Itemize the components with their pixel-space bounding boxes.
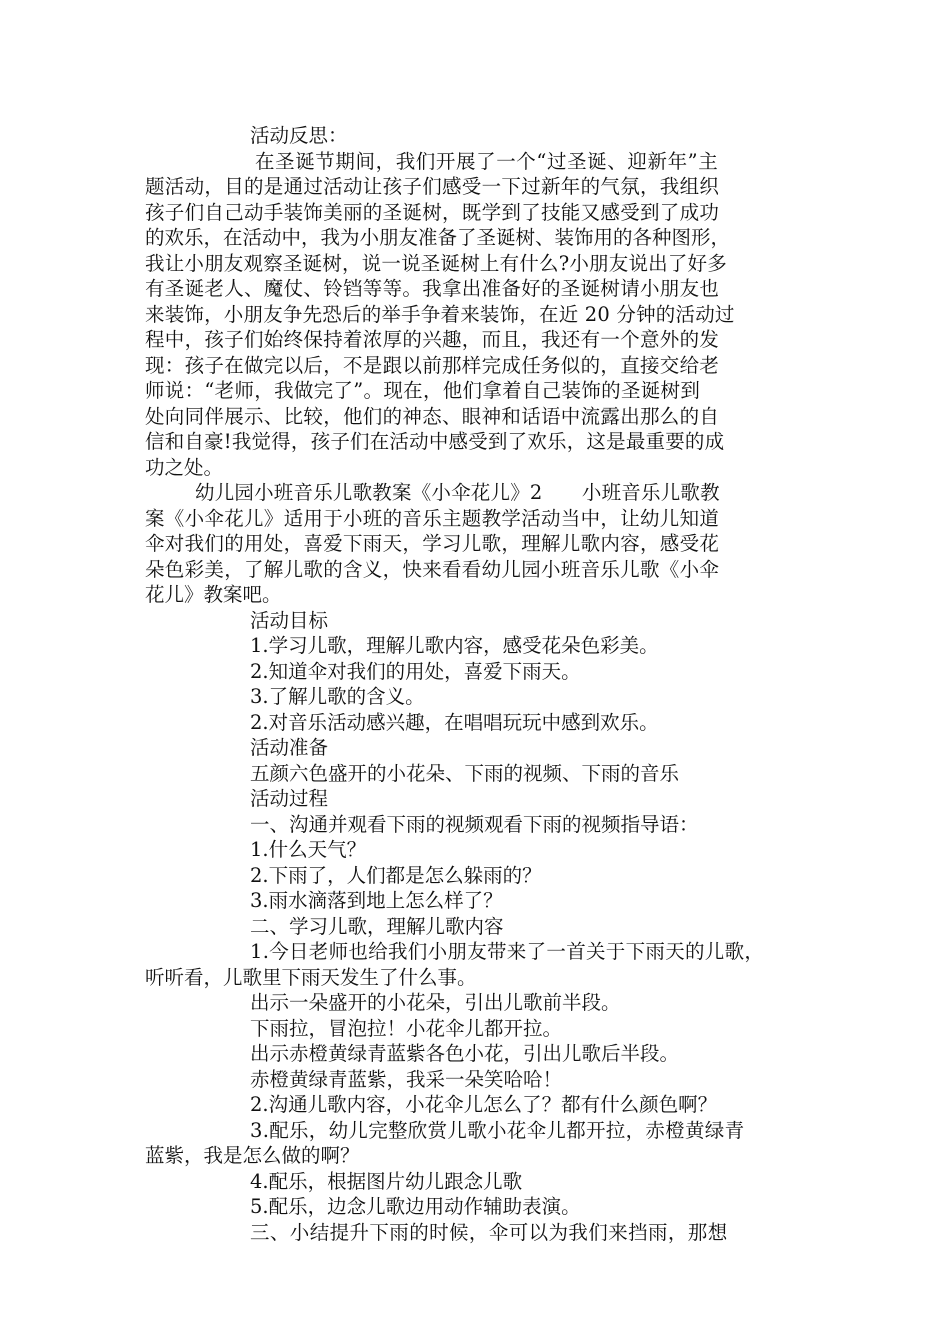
text-line: 2.沟通儿歌内容，小花伞儿怎么了？都有什么颜色啊？ — [250, 1093, 718, 1116]
text-line: 出示一朵盛开的小花朵，引出儿歌前半段。 — [250, 991, 621, 1014]
text-line: 活动过程 — [250, 787, 329, 810]
text-line: 2.下雨了，人们都是怎么躲雨的？ — [250, 864, 542, 887]
text-line: 一、沟通并观看下雨的视频观看下雨的视频指导语： — [250, 813, 699, 836]
text-line: 功之处。 — [145, 456, 224, 479]
text-line: 1.什么天气？ — [250, 838, 367, 861]
text-line: 案《小伞花儿》适用于小班的音乐主题教学活动当中，让幼儿知道 — [145, 507, 720, 530]
text-line: 1.学习儿歌，理解儿歌内容，感受花朵色彩美。 — [250, 634, 659, 657]
text-line: 出示赤橙黄绿青蓝紫各色小花，引出儿歌后半段。 — [250, 1042, 680, 1065]
text-line: 赤橙黄绿青蓝紫，我采一朵笑哈哈！ — [250, 1068, 563, 1091]
text-line: 听听看，儿歌里下雨天发生了什么事。 — [145, 966, 477, 989]
text-line: 处向同伴展示、比较，他们的神态、眼神和话语中流露出那么的自 — [145, 405, 720, 428]
text-line: 孩子们自己动手装饰美丽的圣诞树，既学到了技能又感受到了成功 — [145, 201, 720, 224]
text-line: 我让小朋友观察圣诞树，说一说圣诞树上有什么?小朋友说出了好多 — [145, 252, 727, 275]
text-line: 下雨拉，冒泡拉！小花伞儿都开拉。 — [250, 1017, 563, 1040]
text-line: 2.知道伞对我们的用处，喜爱下雨天。 — [250, 660, 581, 683]
text-line: 活动准备 — [250, 736, 329, 759]
text-line: 蓝紫，我是怎么做的啊？ — [145, 1144, 360, 1167]
text-line: 的欢乐，在活动中，我为小朋友准备了圣诞树、装饰用的各种图形， — [145, 226, 731, 249]
text-line: 五颜六色盛开的小花朵、下雨的视频、下雨的音乐 — [250, 762, 680, 785]
text-line: 朵色彩美，了解儿歌的含义，快来看看幼儿园小班音乐儿歌《小伞 — [145, 558, 720, 581]
text-line: 程中，孩子们始终保持着浓厚的兴趣，而且，我还有一个意外的发 — [145, 328, 720, 351]
text-line: 活动反思： — [250, 124, 348, 147]
text-line: 来装饰，小朋友争先恐后的举手争着来装饰，在近 20 分钟的活动过 — [145, 303, 735, 326]
text-line: 题活动，目的是通过活动让孩子们感受一下过新年的气氛，我组织 — [145, 175, 720, 198]
text-line: 3.配乐，幼儿完整欣赏儿歌小花伞儿都开拉，赤橙黄绿青 — [250, 1119, 745, 1142]
text-line: 1.今日老师也给我们小朋友带来了一首关于下雨天的儿歌， — [250, 940, 765, 963]
text-line: 4.配乐，根据图片幼儿跟念儿歌 — [250, 1170, 523, 1193]
text-line: 二、学习儿歌，理解儿歌内容 — [250, 915, 504, 938]
text-line: 活动目标 — [250, 609, 329, 632]
text-line: 师说：“老师，我做完了”。现在，他们拿着自己装饰的圣诞树到 — [145, 379, 701, 402]
text-line: 有圣诞老人、魔仗、铃铛等等。我拿出准备好的圣诞树请小朋友也 — [145, 277, 720, 300]
text-line: 信和自豪!我觉得，孩子们在活动中感受到了欢乐，这是最重要的成 — [145, 430, 725, 453]
text-line: 3.雨水滴落到地上怎么样了？ — [250, 889, 503, 912]
text-line: 伞对我们的用处，喜爱下雨天，学习儿歌，理解儿歌内容，感受花 — [145, 532, 720, 555]
text-line: 幼儿园小班音乐儿歌教案《小伞花儿》2 小班音乐儿歌教 — [195, 481, 720, 504]
text-line: 3.了解儿歌的含义。 — [250, 685, 425, 708]
text-line: 5.配乐，边念儿歌边用动作辅助表演。 — [250, 1195, 581, 1218]
text-line: 在圣诞节期间，我们开展了一个“过圣诞、迎新年”主 — [255, 150, 719, 173]
text-line: 花儿》教案吧。 — [145, 583, 282, 606]
text-line: 2.对音乐活动感兴趣，在唱唱玩玩中感到欢乐。 — [250, 711, 659, 734]
text-line: 现：孩子在做完以后，不是跟以前那样完成任务似的，直接交给老 — [145, 354, 720, 377]
text-line: 三、小结提升下雨的时候，伞可以为我们来挡雨，那想 — [250, 1221, 728, 1244]
